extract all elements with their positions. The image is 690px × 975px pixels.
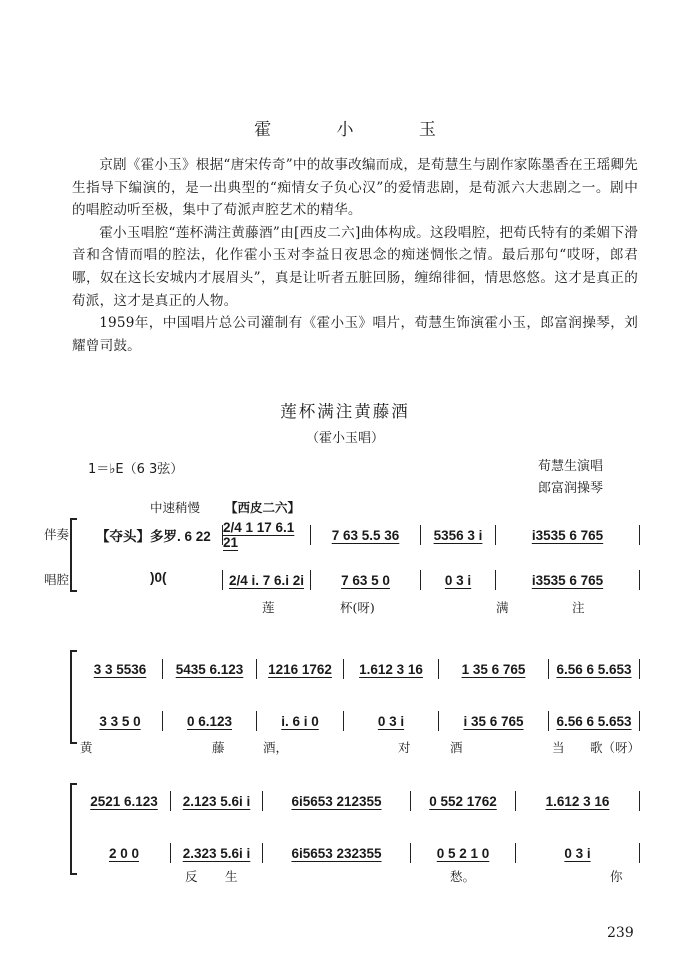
measure: 0 3 i [420,570,495,590]
measure: 1 35 6 765 [438,659,548,679]
lyric: 你 [610,869,623,884]
measure: i3535 6 765 [495,525,640,545]
measure: 5435 6.123 [162,659,256,679]
lyric: 当 [552,740,565,755]
measure: 7 63 5 0 [310,570,420,590]
measure: 2/4 1 17 6.1 21 [222,525,310,545]
measure: 2.323 5.6i i [170,843,262,863]
intro-paragraph: 京剧《霍小玉》根据“唐宋传奇”中的故事改编而成，是荀慧生与剧作家陈墨香在王瑶卿先生指导下编演的，是一出典型的“痴情女子负心汉”的爱情悲剧，是荀派六大悲剧之一。剧中的唱腔动听至极，集中了荀派声腔艺术的精华。 [72,157,638,219]
vocal-staff [0,570,690,590]
lyric: 藤 [212,740,225,755]
tempo-marking: 中速稍慢 [150,500,201,515]
accomp-staff [0,659,690,679]
measure: i3535 6 765 [495,570,640,590]
measure: 7 63 5.5 36 [310,525,420,545]
lyric: 对 [398,740,411,755]
measure: 1216 1762 [256,659,343,679]
singer-credit: 荀慧生演唱 [538,459,604,474]
vocal-prefix: )0( [150,570,167,585]
lyric: 歌（呀） [590,740,641,755]
measure: 2 0 0 [108,845,140,861]
measure: 5356 3 i [420,525,495,545]
lyric: 反 [185,869,198,884]
measure: i 35 6 765 [438,711,548,731]
measure: i. 6 i 0 [256,711,343,731]
measure: 6.56 6 5.653 [548,659,640,679]
measure: 2/4 i. 7 6.i 2i [222,570,310,590]
lyric: 满 [496,600,509,615]
song-title: 莲杯满注黄藤酒 [280,402,410,421]
page-title: 霍 小 玉 [254,120,466,140]
lyric: 杯(呀) [340,600,375,615]
measure: 6.56 6 5.653 [548,711,640,731]
measure: 0 3 i [343,711,438,731]
intro-paragraph: 1959年，中国唱片总公司灌制有《霍小玉》唱片，荀慧生饰演霍小玉，郎富润操琴，刘耀曾司鼓。 [72,315,638,354]
intro-paragraph: 霍小玉唱腔“莲杯满注黄藤酒”由[西皮二六]曲体构成。这段唱腔，把荀氏特有的柔媚下滑音和含情而唱的腔法，化作霍小玉对李益日夜思念的痴迷惆怅之情。最后那句“哎呀，郎君哪，奴在这长安城内才展眉头”，真是让听者五脏回肠，缠绵徘徊，情思悠悠。这才是真正的荀派，这才是真正的人物。 [72,224,638,309]
page-number: 239 [607,925,634,941]
measure: 0 3 i [515,843,640,863]
measure: 2.123 5.6i i [170,791,262,811]
lyric: 愁。 [450,869,476,884]
song-subtitle: （霍小玉唱） [305,431,384,446]
measure: 1.612 3 16 [343,659,438,679]
measure: 0 5 2 1 0 [410,843,515,863]
intro-text [72,154,638,357]
measure: 1.612 3 16 [515,791,640,811]
measure: 0 6.123 [162,711,256,731]
measure: 2521 6.123 [90,793,158,809]
accomp-label: 伴奏 [44,527,70,542]
accomp-staff [0,520,690,550]
lyric: 莲 [262,600,275,615]
lyric: 酒 [450,740,463,755]
accomp-prefix: 【夺头】多罗. 6 22 [96,529,211,544]
accompanist-credit: 郎富润操琴 [538,481,604,496]
vocal-label: 唱腔 [44,572,70,587]
accomp-staff [0,791,690,811]
lyric: 注 [572,600,585,615]
lyric: 黄 [80,740,93,755]
measure: 6i5653 232355 [262,843,410,863]
measure: 6i5653 212355 [262,791,410,811]
banqiang-marking: 【西皮二六】 [225,500,301,515]
key-signature: 1＝♭E（6 3弦） [88,462,184,477]
measure: 3 3 5 0 [99,713,141,729]
measure: 0 552 1762 [410,791,515,811]
lyric: 酒， [263,740,289,755]
vocal-staff [0,711,690,731]
vocal-staff [0,843,690,863]
lyric: 生 [225,869,238,884]
measure: 3 3 5536 [93,661,147,677]
